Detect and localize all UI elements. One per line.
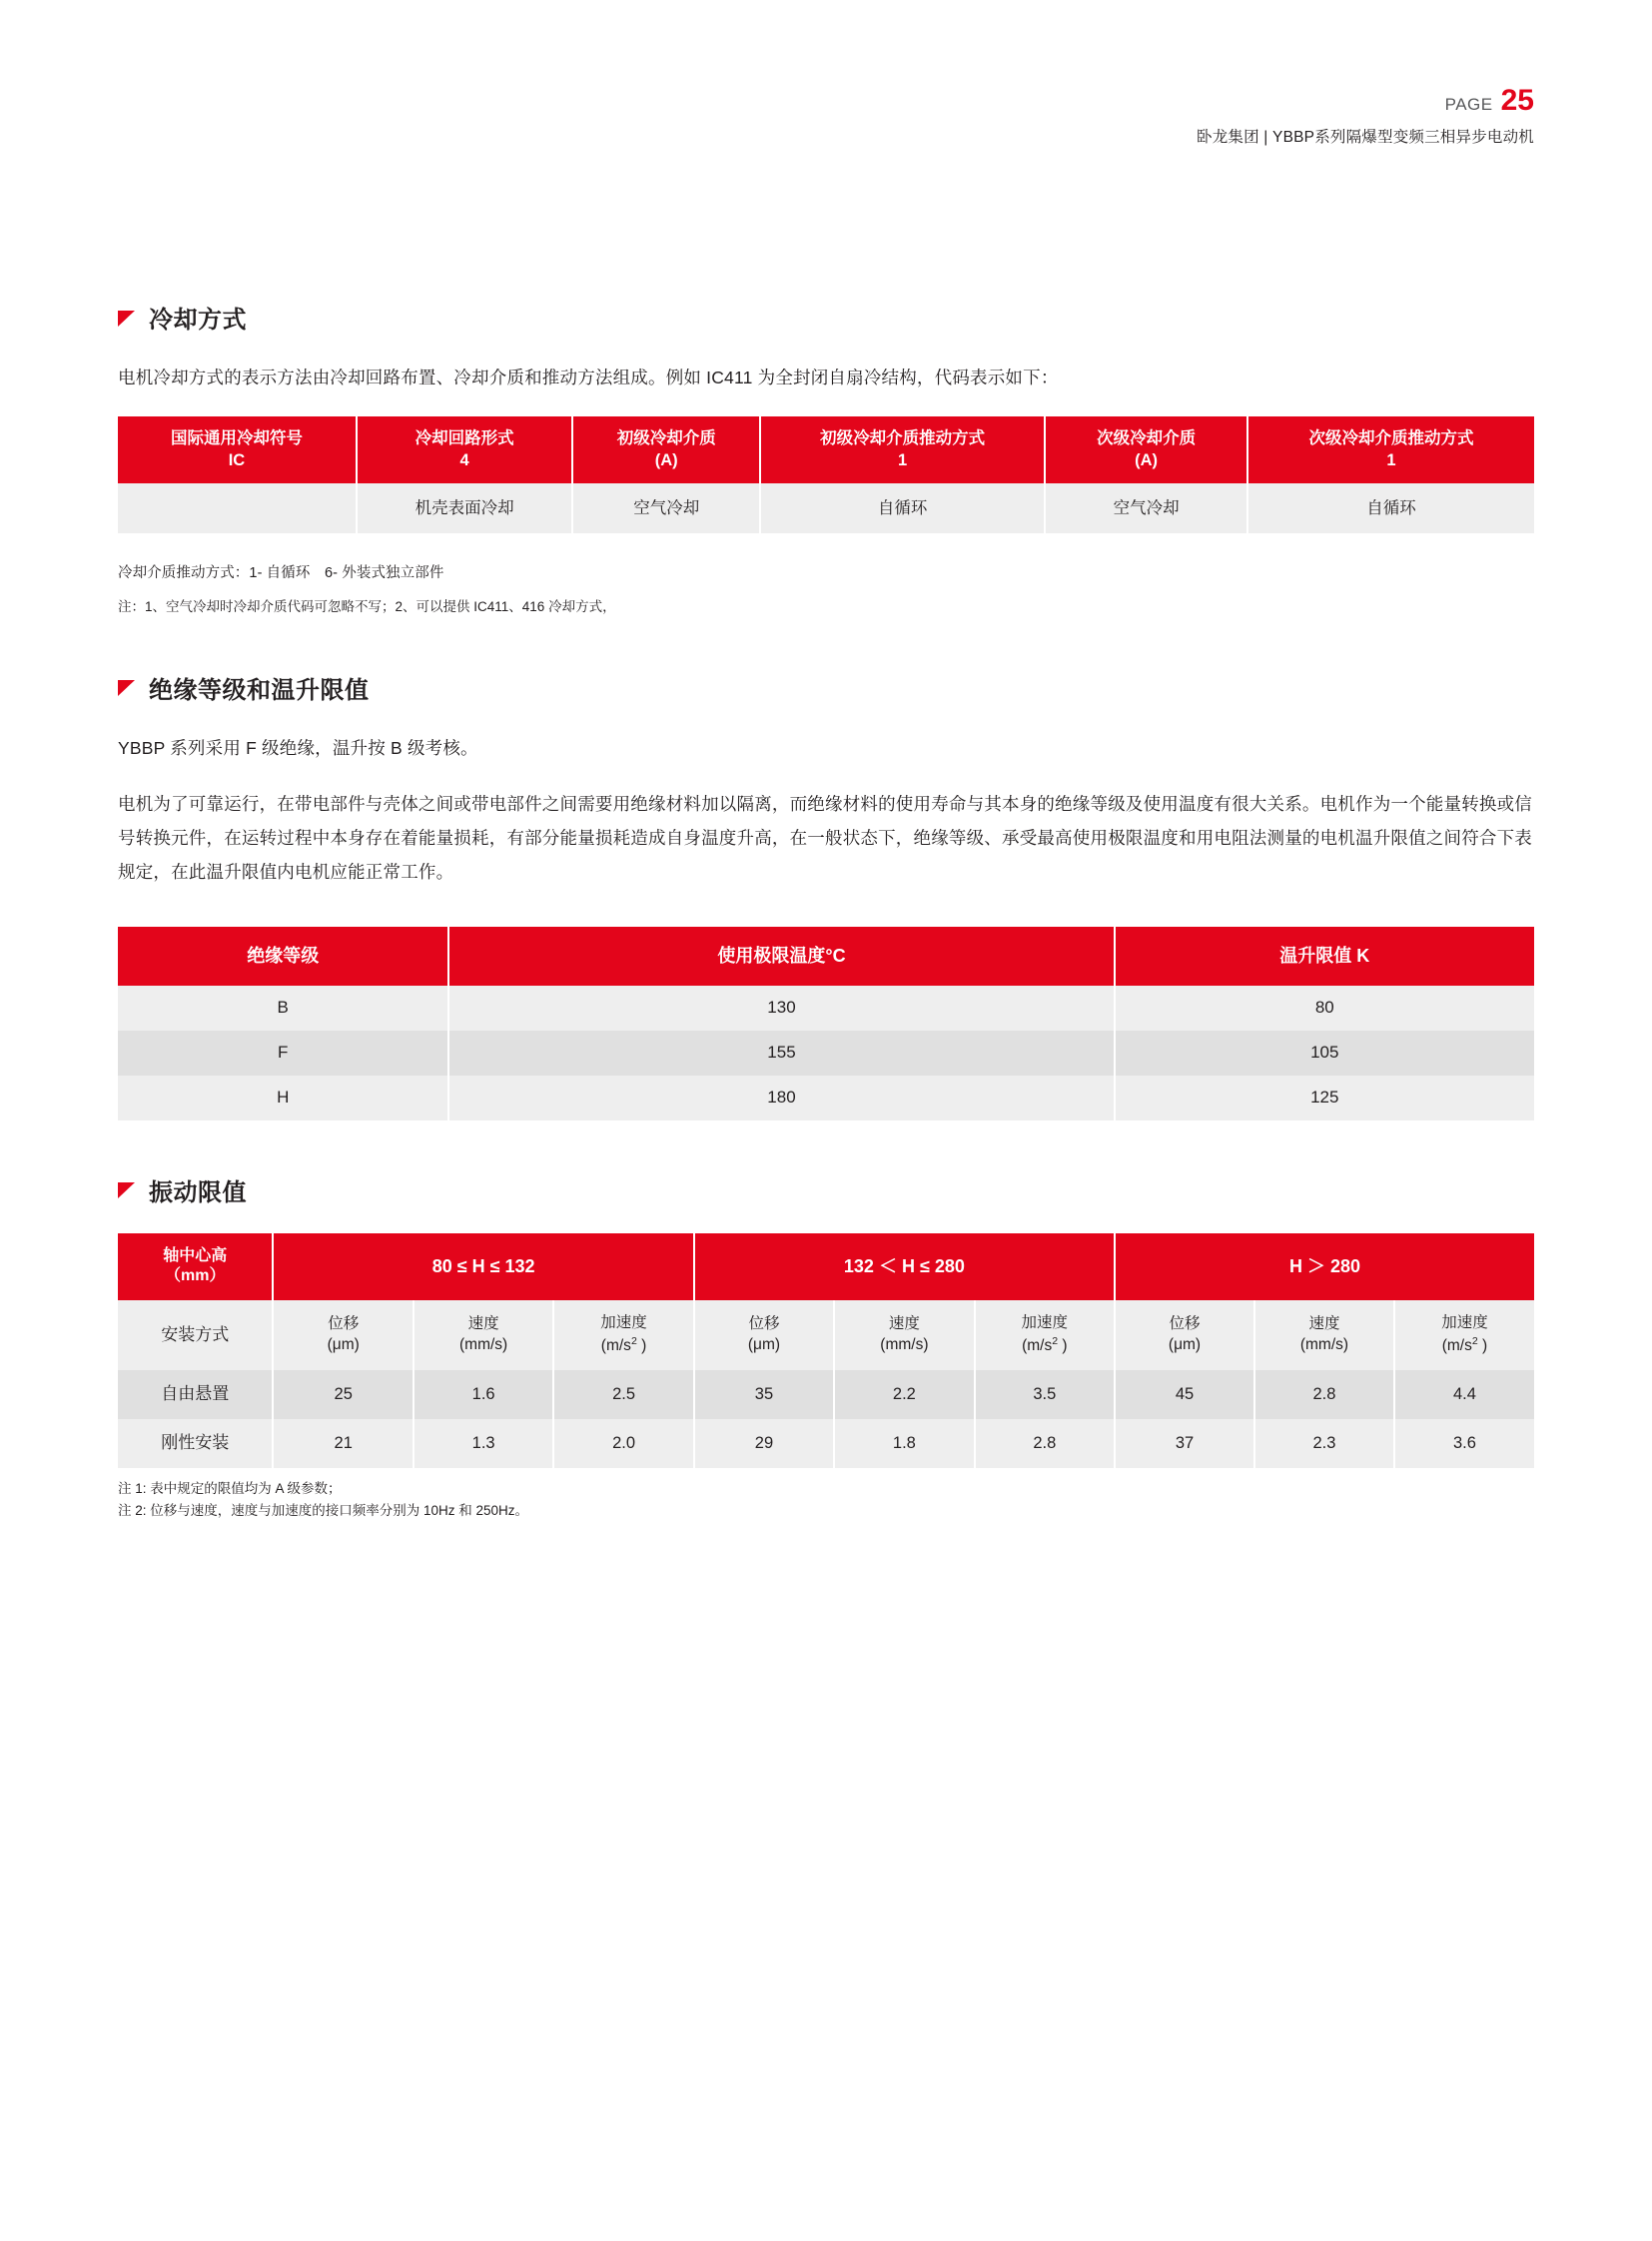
- page-number: 25: [1500, 84, 1534, 117]
- cooling-cell-2: 空气冷却: [572, 483, 760, 533]
- table-row: [118, 1370, 1534, 1419]
- vibration-subheader-g2-displacement: [1115, 1300, 1254, 1370]
- section-title-text: 冷却方式: [149, 307, 247, 334]
- sub-name: 加速度: [600, 1314, 647, 1332]
- cooling-intro-text: 电机冷却方式的表示方法由冷却回路布置、冷却介质和推动方法组成。例如 IC411 为全封闭自扇冷结构，代码表示如下：: [118, 368, 1059, 387]
- vibration-r0-c3: 35: [694, 1370, 834, 1419]
- insulation-cell-r0c2: 80: [1115, 986, 1534, 1031]
- sub-unit: (μm): [747, 1336, 781, 1354]
- vibration-subheader-g2-velocity: [1254, 1300, 1394, 1370]
- vibration-group-header-1: 132 ＜ H ≤ 280: [694, 1233, 1115, 1301]
- sub-unit: (μm): [1168, 1336, 1202, 1354]
- sub-unit: (mm/s): [459, 1336, 508, 1354]
- cooling-note-1: 冷却介质推动方式：1- 自循环 6- 外装式独立部件: [118, 564, 444, 581]
- vibration-subheader-label: 安装方式: [118, 1300, 273, 1370]
- vibration-r0-c8: 4.4: [1394, 1370, 1534, 1419]
- vibration-r0-c0: 25: [273, 1370, 413, 1419]
- vibration-subheader-g0-velocity: [413, 1300, 553, 1370]
- insulation-cell-r2c1: 180: [448, 1076, 1114, 1120]
- cooling-header-3-line1: 初级冷却介质推动方式: [820, 429, 986, 448]
- sub-unit: (mm/s): [880, 1336, 929, 1354]
- vibration-r1-c2: 2.0: [553, 1419, 693, 1468]
- cooling-cell-0: [118, 483, 357, 533]
- vibration-group-header-2: H ＞ 280: [1115, 1233, 1534, 1301]
- vibration-r1-c6: 37: [1115, 1419, 1254, 1468]
- cooling-cell-5: 自循环: [1247, 483, 1534, 533]
- insulation-header-2: 温升限值 K: [1115, 927, 1534, 985]
- insulation-cell-r2c0: H: [118, 1076, 448, 1120]
- sub-name: 加速度: [1441, 1314, 1488, 1332]
- flag-icon: [118, 311, 135, 327]
- cooling-header-4: [1045, 416, 1247, 483]
- vibration-note-2: 注 2: 位移与速度，速度与加速度的接口频率分别为 10Hz 和 250Hz。: [118, 1502, 529, 1518]
- cooling-header-1: [357, 416, 573, 483]
- cooling-cell-3: 自循环: [760, 483, 1045, 533]
- cooling-header-2-line2: (A): [654, 451, 678, 470]
- sub-unit: (μm): [327, 1336, 360, 1354]
- header-subtitle: 卧龙集团 | YBBP系列隔爆型变频三相异步电动机: [1197, 129, 1534, 146]
- vibration-group-header-0: 80 ≤ H ≤ 132: [273, 1233, 693, 1301]
- cooling-header-0: [118, 416, 357, 483]
- insulation-para-2: 电机为了可靠运行，在带电部件与壳体之间或带电部件之间需要用绝缘材料加以隔离，而绝缘材料的使用寿命与其本身的绝缘等级及使用温度有很大关系。电机作为一个能量转换或信号转换元件，在运转过程中本身存在着能量损耗，有部分能量损耗造成自身温度升高，在一般状态下，绝缘等级、承受最高使用极限温度和用电阻法测量的电机温升限值之间符合下表规定，在此温升限值内电机应能正常工作。: [118, 794, 1532, 883]
- vibration-r1-c5: 2.8: [975, 1419, 1115, 1468]
- sub-name: 位移: [748, 1315, 780, 1333]
- vibration-r0-c7: 2.8: [1254, 1370, 1394, 1419]
- vibration-row-label-0: 自由悬置: [118, 1370, 273, 1419]
- cooling-cell-1: 机壳表面冷却: [357, 483, 573, 533]
- vibration-subheader-g2-acceleration: [1394, 1300, 1534, 1370]
- page-number-block: [1197, 86, 1534, 116]
- sub-name: 速度: [888, 1315, 920, 1333]
- table-header-row: [118, 927, 1534, 985]
- cooling-header-0-line2: IC: [228, 451, 246, 470]
- cooling-header-5: [1247, 416, 1534, 483]
- vibration-subheader-row: [118, 1300, 1534, 1370]
- vibration-note-1: 注 1: 表中规定的限值均为 A 级参数；: [118, 1480, 342, 1496]
- vibration-subheader-g0-displacement: [273, 1300, 413, 1370]
- vibration-r1-c7: 2.3: [1254, 1419, 1394, 1468]
- cooling-header-2: [572, 416, 760, 483]
- sub-unit: ($m/s^2$ ): [1441, 1335, 1488, 1355]
- flag-icon: [118, 1182, 135, 1198]
- vibration-subheader-g1-acceleration: [975, 1300, 1115, 1370]
- table-row: [118, 1031, 1534, 1076]
- vibration-r1-c8: 3.6: [1394, 1419, 1534, 1468]
- insulation-para-1: YBBP 系列采用 F 级绝缘，温升按 B 级考核。: [118, 737, 478, 758]
- insulation-cell-r0c1: 130: [448, 986, 1114, 1031]
- cooling-header-5-line1: 次级冷却介质推动方式: [1308, 429, 1474, 448]
- sub-name: 速度: [1308, 1315, 1340, 1333]
- page-header: [1197, 86, 1534, 147]
- cooling-cell-4: 空气冷却: [1045, 483, 1247, 533]
- cooling-header-5-line2: 1: [1386, 451, 1396, 470]
- insulation-table: [118, 927, 1534, 1120]
- section-title-text: 振动限值: [149, 1178, 247, 1206]
- vibration-subheader-g1-displacement: [694, 1300, 834, 1370]
- insulation-cell-r2c2: 125: [1115, 1076, 1534, 1120]
- insulation-cell-r1c0: F: [118, 1031, 448, 1076]
- vibration-r0-c2: 2.5: [553, 1370, 693, 1419]
- table-row: [118, 986, 1534, 1031]
- section-title-text: 绝缘等级和温升限值: [149, 676, 370, 704]
- cooling-table: [118, 416, 1534, 533]
- vibration-r1-c0: 21: [273, 1419, 413, 1468]
- section-heading-vibration: [118, 1172, 1534, 1207]
- insulation-header-0: 绝缘等级: [118, 927, 448, 985]
- sub-name: 位移: [328, 1315, 360, 1333]
- table-row: [118, 483, 1534, 533]
- cooling-header-3-line2: 1: [898, 451, 908, 470]
- flag-icon: [118, 680, 135, 696]
- cooling-header-2-line1: 初级冷却介质: [616, 429, 716, 448]
- sub-name: 位移: [1169, 1315, 1201, 1333]
- sub-unit: ($m/s^2$ ): [1022, 1335, 1068, 1355]
- vibration-table: [118, 1233, 1534, 1468]
- cooling-header-1-line1: 冷却回路形式: [414, 429, 514, 448]
- cooling-header-3: [760, 416, 1045, 483]
- cooling-header-0-line1: 国际通用冷却符号: [170, 429, 303, 448]
- vibration-r1-c1: 1.3: [413, 1419, 553, 1468]
- vibration-corner-line1: 轴中心高: [163, 1246, 228, 1264]
- vibration-subheader-g1-velocity: [834, 1300, 974, 1370]
- insulation-cell-r0c0: B: [118, 986, 448, 1031]
- cooling-note-2: 注：1、空气冷却时冷却介质代码可忽略不写；2、可以提供 IC411、416 冷却方式，: [118, 599, 616, 615]
- vibration-corner-header: [118, 1233, 273, 1301]
- sub-name: 加速度: [1021, 1314, 1069, 1332]
- table-row: [118, 1419, 1534, 1468]
- vibration-subheader-g0-acceleration: [553, 1300, 693, 1370]
- cooling-header-1-line2: 4: [459, 451, 469, 470]
- section-heading-insulation: [118, 670, 1534, 705]
- table-header-row: [118, 1233, 1534, 1301]
- insulation-cell-r1c2: 105: [1115, 1031, 1534, 1076]
- page-content: [118, 300, 1534, 1521]
- cooling-header-4-line2: (A): [1135, 451, 1159, 470]
- vibration-corner-line2: （mm）: [165, 1267, 226, 1285]
- vibration-r0-c1: 1.6: [413, 1370, 553, 1419]
- vibration-r1-c3: 29: [694, 1419, 834, 1468]
- page-word-label: PAGE: [1444, 95, 1493, 114]
- vibration-r1-c4: 1.8: [834, 1419, 974, 1468]
- sub-unit: ($m/s^2$ ): [600, 1335, 647, 1355]
- section-heading-cooling: [118, 300, 1534, 335]
- table-row: [118, 1076, 1534, 1120]
- vibration-r0-c4: 2.2: [834, 1370, 974, 1419]
- vibration-r0-c6: 45: [1115, 1370, 1254, 1419]
- sub-name: 速度: [467, 1315, 499, 1333]
- vibration-row-label-1: 刚性安装: [118, 1419, 273, 1468]
- table-header-row: [118, 416, 1534, 483]
- vibration-r0-c5: 3.5: [975, 1370, 1115, 1419]
- insulation-cell-r1c1: 155: [448, 1031, 1114, 1076]
- sub-unit: (mm/s): [1299, 1336, 1349, 1354]
- cooling-header-4-line1: 次级冷却介质: [1097, 429, 1197, 448]
- insulation-header-1: 使用极限温度°C: [448, 927, 1114, 985]
